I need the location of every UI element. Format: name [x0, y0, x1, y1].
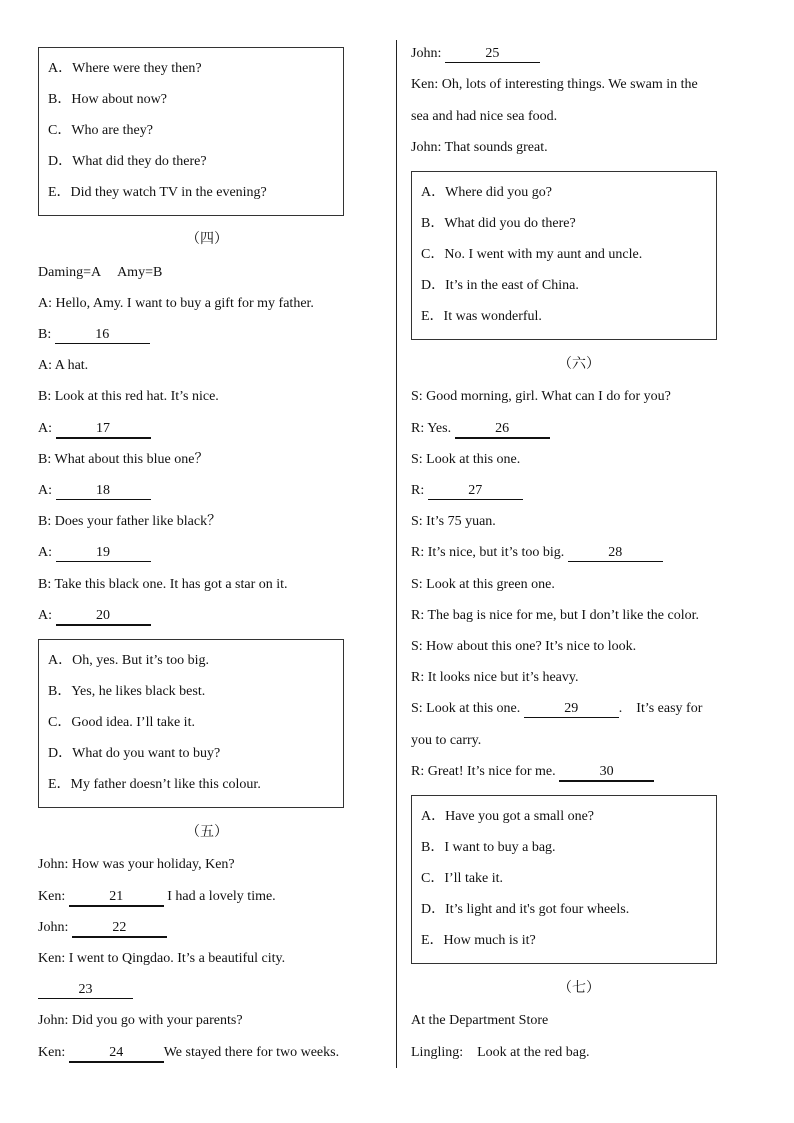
answer-blank[interactable]: 24 [69, 1045, 164, 1063]
speaker: S: Look at this one. [411, 701, 524, 716]
answer-blank[interactable]: 20 [56, 608, 151, 626]
dialogue-line: B: Take this black one. It has got a star on it. [38, 577, 288, 592]
option-e: E．How much is it? [421, 933, 536, 948]
answer-blank[interactable]: 22 [72, 920, 167, 938]
answer-blank[interactable]: 23 [38, 982, 133, 999]
dialogue-line-blank-19 [38, 543, 151, 563]
answer-blank[interactable]: 21 [69, 889, 164, 907]
options-box-section-5 [411, 171, 717, 340]
dialogue-line: S: How about this one? It’s nice to look. [411, 639, 637, 654]
speaker: R: Great! It’s nice for me. [411, 764, 560, 779]
answer-blank[interactable]: 17 [56, 421, 151, 439]
dialogue-line-blank-25 [411, 44, 540, 64]
dialogue-line: R: It looks nice but it’s heavy. [411, 670, 579, 685]
dialogue-line-blank-22 [38, 918, 167, 938]
option-e: E．My father doesn’t like this colour. [48, 777, 261, 792]
dialogue-line: A: A hat. [38, 358, 89, 373]
option-d: D．What do you want to buy? [48, 746, 221, 761]
speaker: A: [38, 545, 56, 560]
dialogue-line: A: Hello, Amy. I want to buy a gift for my father. [38, 296, 314, 311]
option-a: A．Have you got a small one? [421, 809, 595, 824]
dialogue-line: B: Does your father like black？ [38, 514, 222, 529]
section-4-title: （四） [186, 232, 228, 247]
dialogue-line: Ken: I went to Qingdao. It’s a beautiful city. [38, 951, 286, 966]
option-b: B．Yes, he likes black best. [48, 684, 206, 699]
dialogue-line-blank-21 [38, 887, 276, 907]
section-5-title: （五） [186, 825, 228, 840]
answer-blank[interactable]: 28 [568, 545, 663, 562]
option-c: C．No. I went with my aunt and uncle. [421, 247, 643, 262]
speaker: A: [38, 608, 56, 623]
dialogue-line: S: It’s 75 yuan. [411, 514, 496, 529]
dialogue-line-blank-29 [411, 699, 702, 719]
answer-blank[interactable]: 29 [524, 701, 619, 718]
dialogue-line: S: Good morning, girl. What can I do for you? [411, 389, 671, 404]
dialogue-line: John: That sounds great. [411, 140, 548, 155]
section-7-title: （七） [558, 981, 600, 996]
dialogue-line-blank-18 [38, 481, 151, 501]
dialogue-line: Ken: Oh, lots of interesting things. We swam in the [411, 77, 698, 92]
option-d: D．What did they do there? [48, 154, 207, 169]
dialogue-line-blank-17 [38, 419, 151, 439]
speaker: R: Yes. [411, 421, 455, 436]
option-c: C．I’ll take it. [421, 871, 504, 886]
speaker: Ken: [38, 1045, 69, 1060]
dialogue-line: S: Look at this green one. [411, 577, 555, 592]
answer-blank[interactable]: 16 [55, 327, 150, 344]
dialogue-line-blank-20 [38, 606, 151, 626]
answer-blank[interactable]: 19 [56, 545, 151, 562]
speaker: B: [38, 327, 55, 342]
section-6-title: （六） [558, 357, 600, 372]
option-b: B．How about now? [48, 92, 167, 107]
dialogue-line: R: The bag is nice for me, but I don’t like the color. [411, 608, 699, 623]
option-c: C．Good idea. I’ll take it. [48, 715, 195, 730]
speaker: John: [38, 920, 72, 935]
dialogue-line: B: What about this blue one？ [38, 452, 209, 467]
dialogue-line: John: Did you go with your parents? [38, 1013, 243, 1028]
dialogue-line: At the Department Store [411, 1013, 549, 1028]
speaker: R: [411, 483, 428, 498]
dialogue-line-blank-23 [38, 980, 133, 1000]
dialogue-line: John: How was your holiday, Ken? [38, 857, 235, 872]
speaker: Ken: [38, 889, 69, 904]
option-a: A．Where did you go? [421, 185, 553, 200]
line-text: . It’s easy for [618, 701, 703, 716]
answer-blank[interactable]: 26 [455, 421, 550, 439]
option-c: C．Who are they? [48, 123, 153, 138]
speaker: A: [38, 421, 56, 436]
option-b: B．What did you do there? [421, 216, 576, 231]
dialogue-line: you to carry. [411, 733, 482, 748]
answer-blank[interactable]: 25 [445, 46, 540, 63]
answer-blank[interactable]: 18 [56, 483, 151, 500]
dialogue-line: B: Look at this red hat. It’s nice. [38, 389, 219, 404]
answer-blank[interactable]: 30 [559, 764, 654, 782]
dialogue-line-blank-24 [38, 1043, 339, 1063]
options-box-section-6 [411, 795, 717, 964]
speaker: R: It’s nice, but it’s too big. [411, 545, 568, 560]
line-text: We stayed there for two weeks. [163, 1045, 340, 1060]
dialogue-line-blank-16 [38, 325, 150, 345]
options-box-section-3 [38, 47, 344, 216]
column-divider [396, 40, 397, 1068]
option-a: A．Where were they then? [48, 61, 202, 76]
dialogue-line-blank-27 [411, 481, 523, 501]
option-b: B．I want to buy a bag. [421, 840, 556, 855]
dialogue-line-blank-28 [411, 543, 663, 563]
option-e: E．It was wonderful. [421, 309, 542, 324]
line-text: I had a lovely time. [163, 889, 276, 904]
dialogue-line: sea and had nice sea food. [411, 109, 558, 124]
speaker: John: [411, 46, 445, 61]
option-d: D．It’s in the east of China. [421, 278, 579, 293]
section-4-intro: Daming=A Amy=B [38, 265, 163, 280]
speaker: A: [38, 483, 56, 498]
dialogue-line: Lingling: Look at the red bag. [411, 1045, 590, 1060]
dialogue-line-blank-30 [411, 762, 654, 782]
dialogue-line: S: Look at this one. [411, 452, 521, 467]
option-e: E．Did they watch TV in the evening? [48, 185, 267, 200]
options-box-section-4 [38, 639, 344, 808]
dialogue-line-blank-26 [411, 419, 550, 439]
option-d: D．It’s light and it's got four wheels. [421, 902, 630, 917]
answer-blank[interactable]: 27 [428, 483, 523, 500]
option-a: A．Oh, yes. But it’s too big. [48, 653, 210, 668]
